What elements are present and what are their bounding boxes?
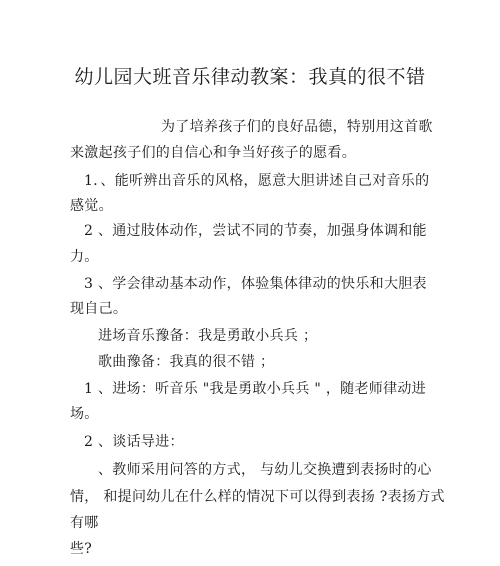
prep-music-line: 进场音乐豫备：我是勇敢小兵兵 ； xyxy=(98,328,318,344)
step-2-line-1: 2 、谈话导进： xyxy=(84,434,184,450)
intro-line-2: 来激起孩子们的自信心和争当好孩子的愿看。 xyxy=(70,145,356,161)
goal-2-line-2: 力。 xyxy=(70,249,99,265)
step-3-line-1: 、教师采用问答的方式， 与幼儿交换遭到表扬时的心 xyxy=(98,462,432,478)
goal-3-line-1: 3 、学会律动基本动作，体验集体律动的快乐和大胆表 xyxy=(84,276,427,292)
step-3-line-4: 些? xyxy=(70,541,93,557)
goal-2-line-1: 2 、通过肢体动作，尝试不同的节奏，加强身体调和能 xyxy=(84,223,427,239)
step-3-line-3: 有哪 xyxy=(70,515,99,531)
goal-1-line-1: 1．、能听辨出音乐的风格，愿意大胆讲述自己对音乐的 xyxy=(84,173,430,189)
intro-line-1: 为了培养孩子们的良好品德，特别用这首歌 xyxy=(161,119,433,135)
step-3-line-2: 情， 和提问幼儿在什么样的情况下可以得到表扬 ?表扬方式 xyxy=(70,489,445,505)
prep-song-line: 歌曲豫备：我真的很不错 ； xyxy=(98,354,275,370)
goal-1-line-2: 感觉。 xyxy=(70,198,113,214)
step-1-line-2: 场。 xyxy=(70,406,99,422)
goal-3-line-2: 现自己。 xyxy=(70,301,128,317)
step-1-line-1: 1 、进场：听音乐 "我是勇敢小兵兵 " ，随老师律动进 xyxy=(84,381,426,397)
document-title: 幼儿园大班音乐律动教案：我真的很不错 xyxy=(74,66,426,88)
